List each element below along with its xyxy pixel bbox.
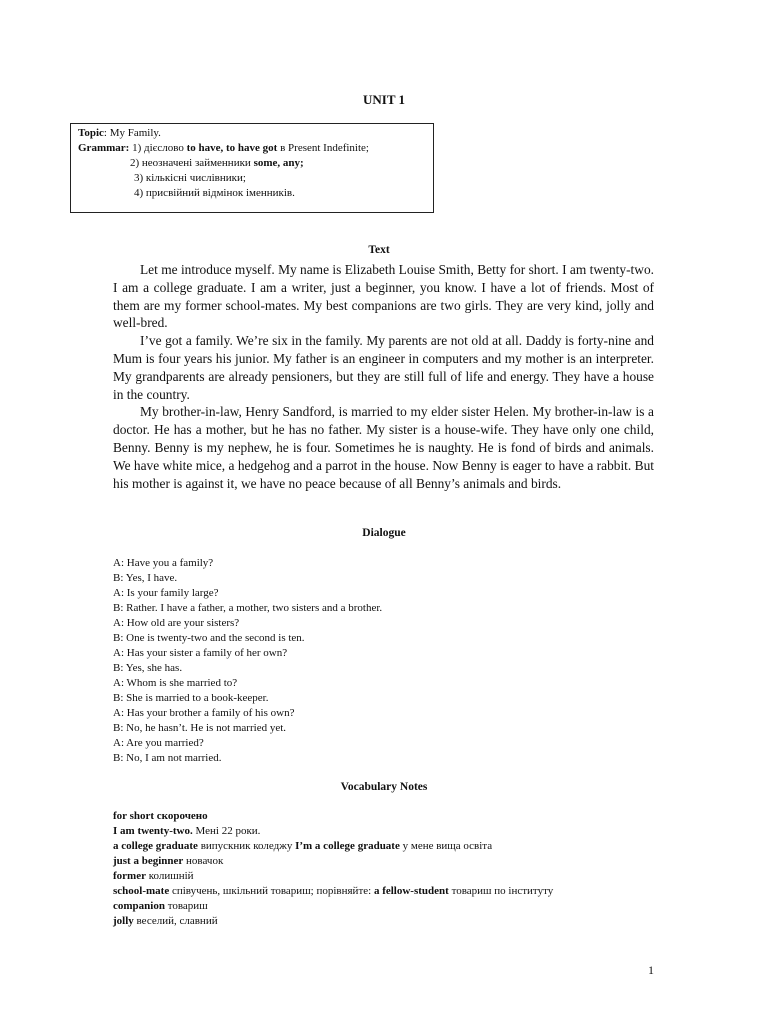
dialogue-line: A: Has your sister a family of her own? <box>113 647 288 659</box>
grammar-row-3 <box>78 171 426 186</box>
vocab-entry <box>113 884 673 899</box>
text-paragraph-1: Let me introduce myself. My name is Elizabeth Louise Smith, Betty for short. I am twenty-two. I am a college graduate. I am a writer, just a beginner, you know. I have a lot of friends. Most of them are my former school-mates. My best companions are two girls. They are very kind, jolly and well-bred. <box>113 262 654 331</box>
grammar-item-1-prefix: 1) дієслово <box>129 142 187 154</box>
topic-row <box>78 126 426 141</box>
vocab-entry <box>113 899 673 914</box>
text-heading-label: Text <box>368 244 390 256</box>
vocab-entry <box>113 824 673 839</box>
vocab-translation: новачок <box>183 855 224 867</box>
topic-label: Topic <box>78 127 104 139</box>
vocab-term: I am twenty-two. <box>113 825 193 837</box>
dialogue-line: B: Yes, I have. <box>113 572 178 584</box>
vocab-translation: товариш по інституту <box>448 885 554 897</box>
text-paragraph-2: I’ve got a family. We’re six in the family. My parents are not old at all. Daddy is forty-nine and Mum is four years his junior. My father is an engineer in computers and my mother is an interpreter. My grandparents are already pensioners, but they are still full of life and energy. They have a house in the country. <box>113 333 654 402</box>
dialogue-heading-label: Dialogue <box>362 527 406 539</box>
dialogue-line: A: Is your family large? <box>113 587 219 599</box>
vocab-entry <box>113 854 673 869</box>
dialogue-line: B: No, he hasn’t. He is not married yet. <box>113 722 287 734</box>
page-number: 1 <box>648 963 654 977</box>
vocab-term: just a beginner <box>113 855 184 867</box>
grammar-item-4: 4) присвійний відмінок іменників. <box>134 187 295 199</box>
dialogue-line: A: Whom is she married to? <box>113 677 238 689</box>
text-paragraph-3: My brother-in-law, Henry Sandford, is married to my elder sister Helen. My brother-in-law is a doctor. He has a mother, but he has no father. My sister is a house-wife. They have only one child, Benny. Benny is my nephew, he is four. Sometimes he is naughty. He is fond of birds and animals. We have white mice, a hedgehog and a parrot in the house. Now Benny is eager to have a rabbit. But his mother is against it, we have no peace because of all Benny’s animals and birds. <box>113 404 654 491</box>
vocab-translation: співучень, шкільний товариш; порівняйте: <box>169 885 374 897</box>
vocab-term: former <box>113 870 146 882</box>
dialogue-line: B: Yes, she has. <box>113 662 183 674</box>
text-heading <box>0 244 768 256</box>
dialogue-line: B: One is twenty-two and the second is ten. <box>113 632 305 644</box>
topic-value: : My Family. <box>103 127 161 139</box>
dialogue-line: A: Have you a family? <box>113 557 214 569</box>
dialogue-line: B: She is married to a book-keeper. <box>113 692 269 704</box>
dialogue-heading <box>0 527 768 539</box>
dialogue-line: B: No, I am not married. <box>113 752 222 764</box>
vocab-translation: у мене вища освіта <box>399 840 493 852</box>
unit-title <box>0 92 768 108</box>
vocab-translation: веселий, славний <box>133 915 218 927</box>
vocab-term: for short <box>113 810 157 822</box>
vocab-term: jolly <box>113 915 134 927</box>
vocab-entry <box>113 839 673 854</box>
vocab-term: I’m a college graduate <box>295 840 400 852</box>
grammar-item-1-bold: to have, to have got <box>186 142 278 154</box>
dialogue-line: B: Rather. I have a father, a mother, two sisters and a brother. <box>113 602 383 614</box>
dialogue-line: A: Are you married? <box>113 737 204 749</box>
grammar-label: Grammar: <box>78 142 130 154</box>
unit-title-text: UNIT 1 <box>362 92 406 107</box>
dialogue-line: A: How old are your sisters? <box>113 617 240 629</box>
vocab-term: скорочено <box>156 810 208 822</box>
vocab-translation: випускник коледжу <box>197 840 296 852</box>
vocab-heading-label: Vocabulary Notes <box>340 781 428 793</box>
vocab-entry <box>113 809 673 824</box>
vocab-entry <box>113 914 673 929</box>
grammar-row-2 <box>78 156 426 171</box>
grammar-item-1-suffix: в Present Indefinite; <box>277 142 369 154</box>
dialogue-line: A: Has your brother a family of his own? <box>113 707 295 719</box>
vocab-heading <box>0 781 768 793</box>
vocab-translation: товариш <box>164 900 208 912</box>
vocab-entry <box>113 869 673 884</box>
vocab-list <box>113 809 673 929</box>
grammar-row-1 <box>78 141 426 156</box>
dialogue-list <box>113 556 653 766</box>
vocab-term: companion <box>113 900 165 912</box>
vocab-translation: Мені 22 роки. <box>192 825 261 837</box>
grammar-item-3: 3) кількісні числівники; <box>134 172 246 184</box>
topic-box <box>70 123 434 213</box>
vocab-term: school-mate <box>113 885 170 897</box>
vocab-term: a fellow-student <box>373 885 449 897</box>
grammar-row-4 <box>78 186 426 201</box>
vocab-translation: колишній <box>145 870 194 882</box>
text-body <box>113 261 654 492</box>
vocab-term: a college graduate <box>113 840 198 852</box>
grammar-item-2-prefix: 2) неозначені займенники <box>130 157 254 169</box>
grammar-item-2-bold: some, any; <box>253 157 304 169</box>
